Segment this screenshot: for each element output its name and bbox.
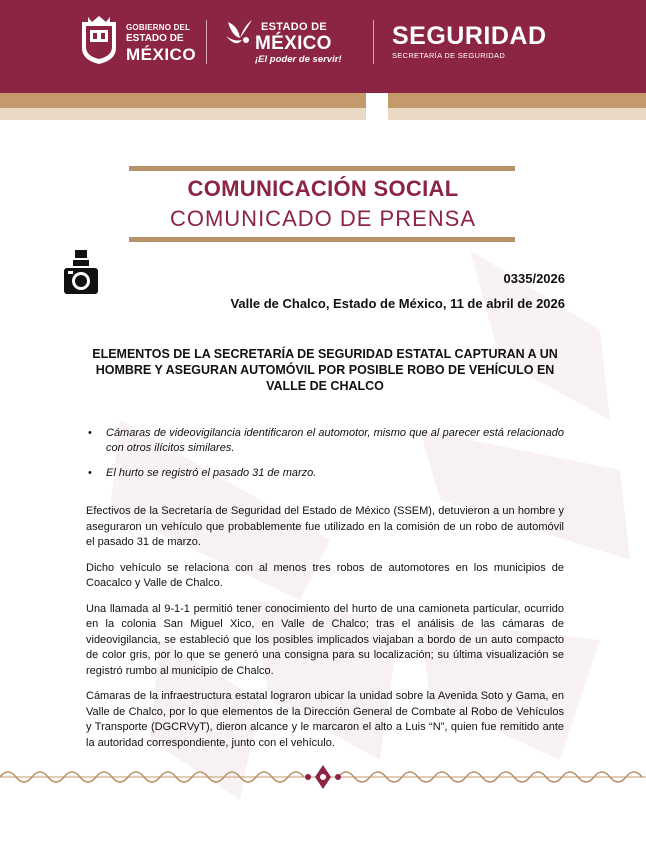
gold-strip — [0, 93, 366, 108]
section-title: COMUNICACIÓN SOCIAL — [187, 176, 459, 201]
gob-line2: ESTADO DE — [126, 33, 184, 44]
divider — [373, 20, 374, 64]
divider — [206, 20, 207, 64]
header-band — [0, 0, 646, 93]
edo-line2: MÉXICO — [255, 33, 332, 54]
edo-line1: ESTADO DE — [261, 21, 328, 33]
paragraph: Cámaras de la infraestructura estatal lograron ubicar la unidad sobre la Avenida Soto y Gama, en Valle de Chalco, por lo que elementos de la Dirección General de Combate al Robo de Vehículos y Transporte (DGCRVyT), dieron alcance y le marcaron el alto a Luis “N”, quien fue remitido ante la autoridad correspondiente, junto con el vehículo. — [86, 690, 564, 749]
beige-strip — [388, 108, 646, 120]
paragraph: Una llamada al 9-1-1 permitió tener conocimiento del hurto de una camioneta particular, ocurrido en la colonia San Miguel Xico, en Valle de Chalco; tras el análisis de las cámaras de videovigilancia, se estableció que los posibles implicados viajaban a bordo de un auto compacto de color gris, por lo que se generó una consigna para su localización; su última visualización se registró rumbo al municipio de Chalco. — [86, 602, 564, 677]
coat-of-arms-icon — [78, 14, 120, 66]
beige-strip — [0, 108, 366, 120]
gob-line3: MÉXICO — [126, 45, 197, 64]
bullet-item: • Cámaras de videovigilancia identificaron el automotor, mismo que al parecer está relacionado con otros ilícitos similares. — [86, 426, 564, 456]
title-rule-bottom — [129, 237, 515, 242]
bullet-list — [86, 426, 564, 491]
gob-logo-text — [126, 24, 196, 63]
camera-icon — [62, 250, 100, 296]
title-rule-top — [129, 166, 515, 171]
document-number: 0335/2026 — [503, 271, 565, 286]
seguridad-logo-text — [392, 24, 547, 60]
edo-slogan: ¡El poder de servir! — [255, 54, 342, 65]
bullet-item: • El hurto se registró el pasado 31 de marzo. — [86, 466, 564, 481]
seg-subtitle: SECRETARÍA DE SEGURIDAD — [392, 51, 506, 60]
footer-ornament — [0, 762, 646, 792]
estado-logo-text — [255, 22, 342, 65]
body-text — [86, 504, 564, 761]
gold-strip — [388, 93, 646, 108]
section-subtitle: COMUNICADO DE PRENSA — [169, 206, 477, 231]
dove-icon — [222, 16, 256, 52]
place-date: Valle de Chalco, Estado de México, 11 de abril de 2026 — [230, 296, 565, 311]
paragraph: Efectivos de la Secretaría de Seguridad del Estado de México (SSEM), detuvieron a un hombre y aseguraron un vehículo que probablemente fue utilizado en la comisión de un robo de automóvil el pasado 31 de marzo. — [86, 505, 564, 548]
headline: ELEMENTOS DE LA SECRETARÍA DE SEGURIDAD ESTATAL CAPTURAN A UN HOMBRE Y ASEGURAN AUTOMÓVIL POR POSIBLE ROBO DE VEHÍCULO EN VALLE DE CHALCO — [92, 347, 558, 393]
gob-line1: GOBIERNO DEL — [126, 23, 191, 32]
paragraph: Dicho vehículo se relaciona con al menos tres robos de automotores en los municipios de Coacalco y Valle de Chalco. — [86, 561, 564, 589]
seg-title: SEGURIDAD — [392, 22, 547, 50]
